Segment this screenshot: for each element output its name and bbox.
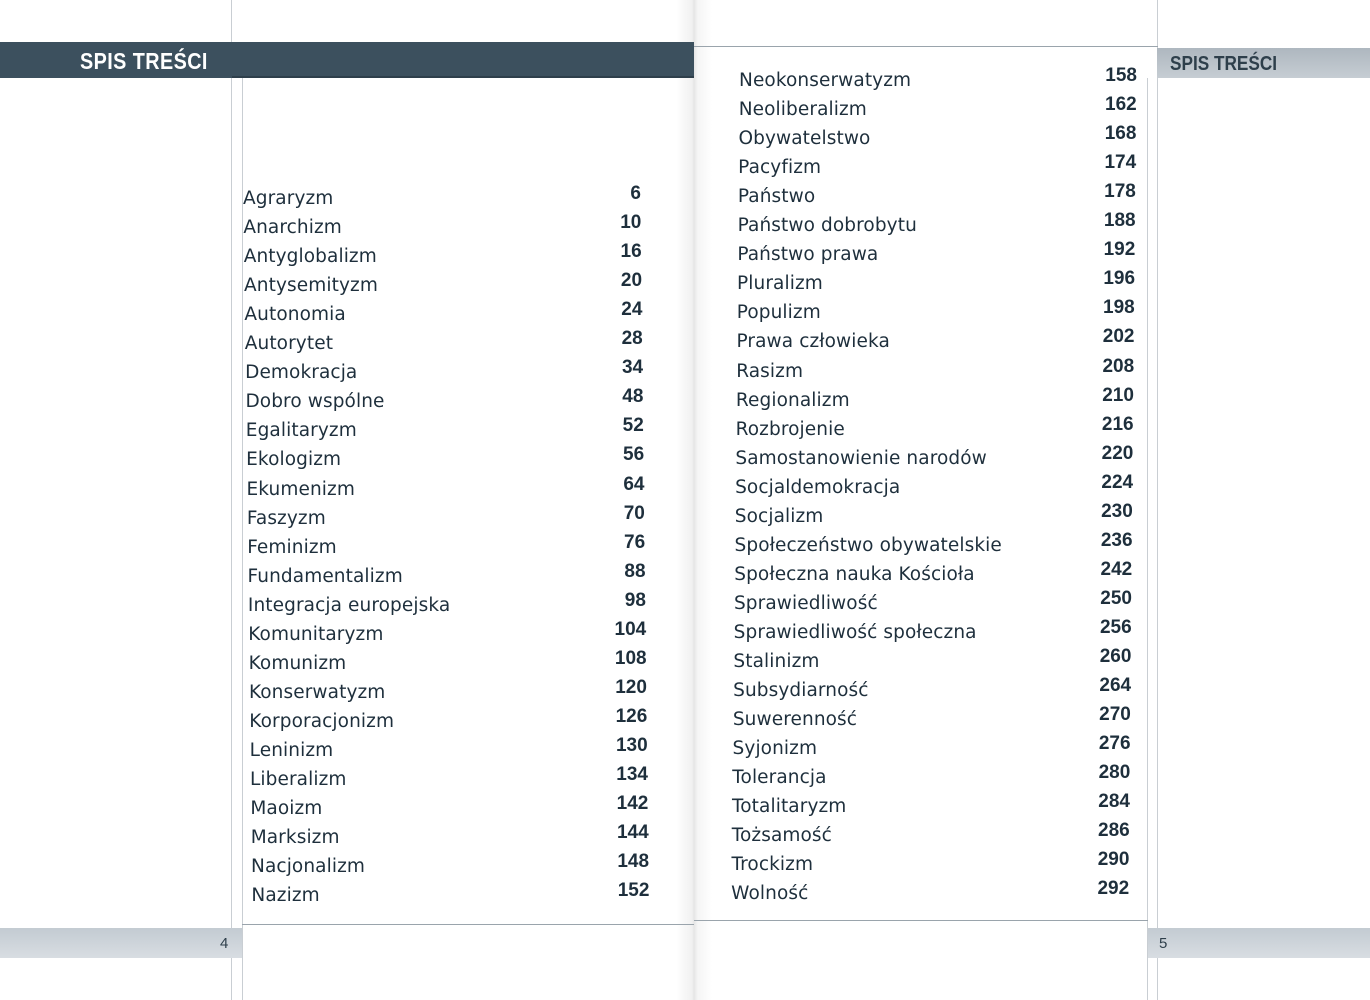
toc-entry-page-number: 242 (1100, 558, 1133, 580)
header-rule-right (694, 46, 1158, 47)
toc-entry-title: Rasizm (736, 360, 804, 382)
toc-entry-title: Suwerenność (732, 709, 858, 731)
toc-entry-title: Komunitaryzm (248, 623, 384, 645)
toc-entry-page-number: 20 (620, 270, 643, 292)
toc-entry-title: Neokonserwatyzm (739, 70, 912, 91)
toc-entry-title: Feminizm (247, 536, 337, 558)
toc-entry-title: Komunizm (248, 652, 347, 674)
toc-entry-title: Pluralizm (737, 273, 823, 295)
toc-entry-page-number: 52 (622, 415, 644, 437)
toc-entry-page-number: 104 (614, 618, 647, 640)
toc-entry-title: Korporacjonizm (249, 710, 395, 732)
toc-entry-title: Populizm (736, 302, 821, 324)
toc-entry-page-number: 270 (1099, 704, 1131, 726)
toc-entry-title: Pacyfizm (738, 157, 822, 179)
toc-entry-page-number: 178 (1104, 181, 1136, 203)
toc-entry-page-number: 24 (621, 299, 643, 321)
toc-entry-page-number: 6 (630, 183, 641, 204)
toc-entry-title: Sprawiedliwość społeczna (733, 621, 977, 643)
toc-entry-page-number: 264 (1099, 675, 1132, 697)
page-title-left: SPIS TREŚCI (80, 48, 208, 74)
toc-entry-page-number: 48 (622, 386, 644, 408)
toc-entry-page-number: 210 (1102, 384, 1134, 406)
toc-entry-page-number: 162 (1105, 94, 1137, 116)
toc-entry-page-number: 286 (1098, 820, 1130, 842)
toc-entry-page-number: 260 (1099, 646, 1132, 667)
toc-entry-page-number: 188 (1103, 210, 1136, 232)
toc-entry-page-number: 280 (1098, 762, 1131, 784)
page-number-left: 4 (220, 935, 229, 952)
toc-entry-title: Socjalizm (734, 505, 824, 527)
toc-entry-title: Prawa człowieka (736, 331, 890, 353)
toc-entry-title: Subsydiarność (733, 680, 869, 702)
toc-entry-title: Państwo dobrobytu (737, 215, 917, 237)
toc-entry-page-number: 134 (616, 764, 648, 785)
toc-entry-title: Marksizm (250, 827, 340, 849)
toc-entry-title: Konserwatyzm (248, 681, 386, 703)
toc-entry-page-number: 256 (1099, 616, 1132, 638)
toc-entry-title: Państwo (737, 186, 816, 208)
toc-entry-title: Socjaldemokracja (735, 476, 901, 498)
toc-entry-page-number: 158 (1105, 65, 1137, 86)
toc-entry-page-number: 56 (623, 444, 645, 466)
toc-entry-title: Tolerancja (732, 767, 827, 789)
toc-entry-page-number: 284 (1098, 791, 1130, 813)
toc-entry-title: Anarchizm (243, 217, 342, 239)
toc-entry-title: Trockizm (731, 854, 814, 876)
toc-entry-page-number: 34 (621, 357, 644, 379)
left-margin-guide (231, 0, 232, 1000)
toc-entry-page-number: 250 (1100, 587, 1132, 609)
toc-entry-title: Nazizm (251, 885, 320, 907)
footer-rule-right (694, 920, 1148, 921)
toc-entry-page-number: 120 (615, 676, 647, 698)
header-rule-left (232, 76, 694, 78)
toc-entry-page-number: 292 (1097, 878, 1130, 900)
toc-entry-title: Rozbrojenie (735, 418, 845, 440)
toc-entry-page-number: 70 (623, 502, 645, 524)
toc-entry-title: Autonomia (244, 304, 346, 326)
book-gutter (676, 0, 712, 1000)
toc-entry-page-number: 174 (1104, 152, 1137, 174)
toc-entry-title: Syjonizm (732, 738, 818, 760)
toc-entry-title: Dobro wspólne (245, 391, 385, 413)
toc-entry-title: Fundamentalizm (247, 565, 403, 587)
toc-entry-title: Agraryzm (243, 188, 334, 209)
toc-entry-title: Regionalizm (735, 389, 850, 411)
toc-entry-page-number: 216 (1101, 413, 1134, 435)
toc-entry-title: Antysemityzm (244, 275, 378, 297)
toc-entry-page-number: 144 (616, 822, 649, 844)
toc-entry-title: Obywatelstwo (738, 128, 871, 150)
toc-entry-page-number: 290 (1097, 849, 1130, 871)
toc-entry-title: Nacjonalizm (251, 856, 366, 878)
toc-entry-page-number: 64 (623, 473, 645, 495)
toc-entry-title: Stalinizm (733, 651, 820, 672)
toc-entry-title: Społeczeństwo obywatelskie (734, 534, 1002, 556)
toc-entry-title: Neoliberalizm (738, 99, 867, 121)
toc-entry-title: Sprawiedliwość (733, 592, 878, 614)
toc-entry-title: Totalitaryzm (732, 796, 847, 818)
toc-entry-page-number: 192 (1103, 239, 1136, 261)
toc-entry-title: Integracja europejska (247, 594, 451, 616)
footer-rule-left (242, 924, 694, 925)
toc-entry-page-number: 126 (615, 705, 648, 727)
toc-entry-page-number: 152 (617, 880, 650, 902)
toc-entry (251, 880, 671, 914)
toc-entry-page-number: 10 (620, 212, 642, 234)
toc-entry-page-number: 98 (624, 589, 646, 611)
toc-entry-title: Wolność (731, 883, 809, 905)
toc-entry-page-number: 108 (614, 647, 647, 669)
toc-entry-title: Maoizm (250, 798, 323, 820)
toc-entry-page-number: 148 (617, 851, 650, 873)
toc-entry-page-number: 88 (624, 560, 646, 582)
toc-entry-title: Państwo prawa (737, 244, 879, 266)
toc-entry-page-number: 196 (1103, 268, 1136, 290)
toc-entry-title: Tożsamość (731, 825, 832, 847)
toc-entry-title: Egalitaryzm (245, 420, 357, 442)
toc-entry-page-number: 76 (624, 531, 646, 553)
toc-entry (731, 878, 1151, 912)
page-number-right: 5 (1159, 935, 1168, 952)
toc-entry-page-number: 230 (1101, 500, 1133, 522)
toc-entry-page-number: 202 (1102, 326, 1135, 348)
toc-entry-page-number: 236 (1100, 529, 1133, 551)
toc-entry-title: Samostanowienie narodów (735, 447, 987, 469)
toc-entry-title: Demokracja (245, 362, 358, 384)
toc-entry-page-number: 168 (1104, 123, 1137, 145)
toc-entry-page-number: 28 (621, 328, 643, 350)
toc-entry-page-number: 16 (620, 241, 642, 263)
page-title-right: SPIS TREŚCI (1170, 53, 1278, 75)
toc-entry-title: Antyglobalizm (243, 246, 377, 268)
toc-entry-page-number: 224 (1101, 471, 1134, 493)
toc-entry-page-number: 220 (1101, 442, 1134, 464)
toc-entry-page-number: 130 (615, 734, 648, 756)
toc-entry-title: Faszyzm (246, 507, 326, 529)
toc-entry-title: Społeczna nauka Kościoła (734, 563, 975, 585)
toc-entry-title: Leninizm (249, 739, 334, 761)
toc-entry-title: Ekumenizm (246, 478, 355, 500)
toc-entry-title: Ekologizm (246, 449, 342, 471)
toc-entry-title: Autorytet (244, 333, 334, 355)
toc-entry-page-number: 208 (1102, 355, 1135, 377)
toc-entry-title: Liberalizm (250, 769, 347, 790)
toc-entry-page-number: 198 (1103, 297, 1135, 319)
footer-bar-right (1148, 928, 1370, 958)
toc-entry-page-number: 142 (616, 793, 649, 815)
footer-bar-left (0, 928, 242, 958)
toc-entry-page-number: 276 (1098, 733, 1131, 755)
